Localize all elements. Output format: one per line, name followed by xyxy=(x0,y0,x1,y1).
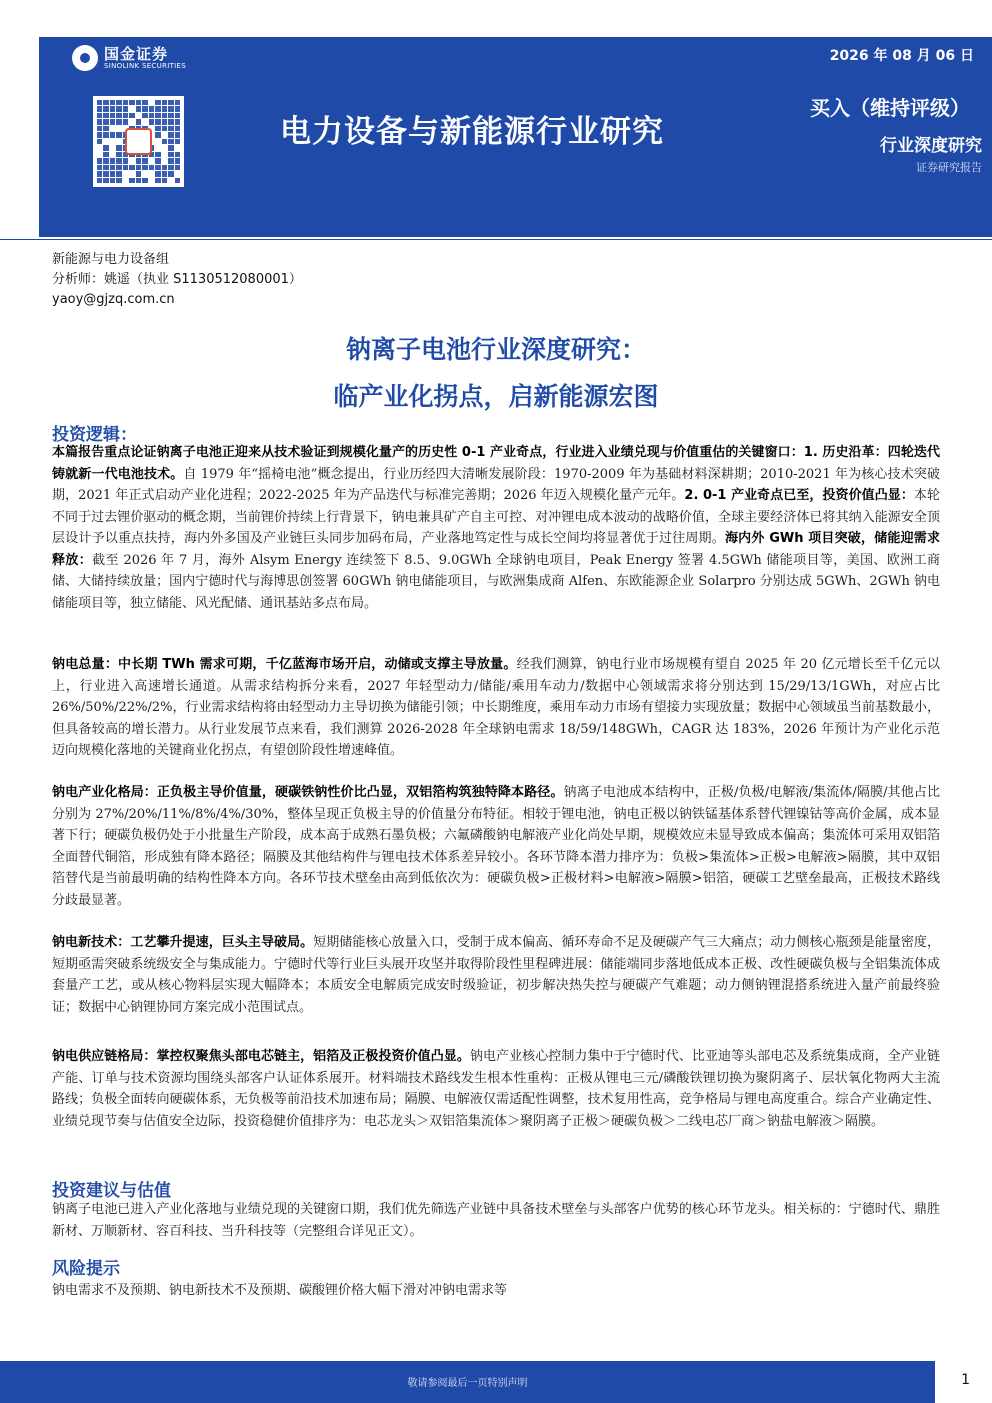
footer-disclaimer: 敬请参阅最后一页特别声明 xyxy=(407,1378,528,1389)
para-lead: 本篇报告重点论证钠离子电池正迎来从技术验证到规模化量产的历史性 0-1 产业奇点，行业进入业绩兑现与价值重估的关键窗口：1. 历史沿革：四轮迭代铸就新一代电池技术。 xyxy=(52,445,940,482)
para-lead: 海内外 GWh 项目突破，储能迎需求释放： xyxy=(52,531,940,568)
company-logo xyxy=(72,45,186,71)
section-heading-advice: 投资建议与估值 xyxy=(52,1181,171,1201)
para-body: 钠离子电池成本结构中，正极/负极/电解液/集流体/隔膜/其他占比分别为 27%/20%/11%/8%/4%/30%，整体呈现正负极主导的价值量分布特征。相较于锂电池，钠电正极以钠铁锰基体系替代锂镍钴等高价金属，成本显著下行；硬碳负极仍处于小批量生产阶段，成本高于成熟石墨负极；六氟磷酸钠电解液产业化尚处早期，规模效应未显导致成本偏高；集流体可采用双铝箔全面替代铜箔，形成独有降本路径；隔膜及其他结构件与锂电技术体系差异较小。各环节降本潜力排序为：负极>集流体>正极>电解液>隔膜，其中双铝箔替代是当前最明确的结构性降本方向。各环节技术壁垒由高到低依次为：硬碳负极>正极材料>电解液>隔膜>铝箔，硬碳工艺壁垒最高，正极技术路线分歧最显著。 xyxy=(52,785,940,908)
para-lead: 钠电产业化格局：正负极主导价值量，硬碳铁钠性价比凸显，双铝箔构筑独特降本路径。 xyxy=(52,785,564,800)
page-number: 1 xyxy=(961,1372,970,1388)
para-body: 钠电产业核心控制力集中于宁德时代、比亚迪等头部电芯及系统集成商，全产业链产能、订单与技术资源均围绕头部客户认证体系展开。材料端技术路线发生根本性重构：正极从锂电三元/磷酸铁锂切换为聚阴离子、层状氧化物两大主流路线；负极全面转向硬碳体系，无负极等前沿技术加速布局；隔膜、电解液仅需适配性调整，技术复用性高，竞争格局与锂电高度重合。综合产业确定性、业绩兑现节奏与估值安全边际，投资稳健价值排序为：电芯龙头＞双铝箔集流体＞聚阴离子正极＞硬碳负极＞二线电芯厂商＞钠盐电解液＞隔膜。 xyxy=(52,1049,940,1129)
paragraph-total-demand xyxy=(52,654,940,762)
research-group: 新能源与电力设备组 xyxy=(52,252,170,267)
rating-label: 买入（维持评级） xyxy=(810,96,970,120)
industry-title: 电力设备与新能源行业研究 xyxy=(280,114,664,150)
paragraph-industry-structure xyxy=(52,782,940,911)
logo-cn: 国金证券 xyxy=(104,44,169,63)
report-type: 行业深度研究 xyxy=(880,136,982,156)
paragraph-history xyxy=(52,442,940,614)
section-heading-logic: 投资逻辑： xyxy=(52,425,137,445)
para-body: 自 1979 年“摇椅电池”概念提出，行业历经四大清晰发展阶段：1970-2009 年为基础材料深耕期；2010-2021 年为核心技术突破期，2021 年正式启动产业化进程；2022-2025 年为产品迭代与标准完善期；2026 年迈入规模化量产元年。 xyxy=(52,466,940,503)
section-heading-risk: 风险提示 xyxy=(52,1259,120,1279)
para-body: 本轮不同于过去锂价驱动的概念期，当前锂价持续上行背景下，钠电兼具矿产自主可控、对冲锂电成本波动的战略价值，全球主要经济体已将其纳入能源安全顶层设计予以重点扶持，海内外多国及产业链巨头同步加码布局，产业落地笃定性与成长空间均将显著优于过往周期。 xyxy=(52,488,940,546)
para-body: 短期储能核心放量入口，受制于成本偏高、循环寿命不足及硬碳产气三大痛点；动力侧核心瓶颈是能量密度，短期亟需突破系统级安全与集成能力。宁德时代等行业巨头展开攻坚并取得阶段性里程碑进展：储能端同步落地低成本正极、改性硬碳负极与全铝集流体成套量产工艺，或从核心物料层实现大幅降本；本质安全电解质完成安时级验证，初步解决热失控与硬碳产气难题；动力侧钠锂混搭系统进入量产前最终验证；数据中心钠锂协同方案完成小范围试点。 xyxy=(52,935,940,1015)
logo-en: SINOLINK SECURITIES xyxy=(104,61,186,70)
paragraph-new-tech xyxy=(52,932,940,1018)
para-lead: 2. 0-1 产业奇点已至，投资价值凸显： xyxy=(684,488,914,503)
report-date: 2026 年 08 月 06 日 xyxy=(829,48,974,64)
paragraph-risk: 钠电需求不及预期、钠电新技术不及预期、碳酸锂价格大幅下滑对冲钠电需求等 xyxy=(52,1283,508,1298)
analyst-name: 分析师：姚遥（执业 S1130512080001） xyxy=(52,272,302,287)
main-title-line2: 临产业化拐点，启新能源宏图 xyxy=(333,382,659,411)
divider xyxy=(0,239,992,240)
para-body: 截至 2026 年 7 月，海外 Alsym Energy 连续签下 8.5、9.0GWh 全球钠电项目，Peak Energy 签署 4.5GWh 储能项目等，美国、欧洲工商储、大储持续放量；国内宁德时代与海博思创签署 60GWh 钠电储能项目，与欧洲集成商 Alfen、东欧能源企业 Solarpro 分别达成 5GWh、2GWh 钠电储能项目等，独立储能、风光配储、通讯基站多点布局。 xyxy=(52,552,940,611)
qr-center-logo xyxy=(125,128,152,155)
para-body: 经我们测算，钠电行业市场规模有望自 2025 年 20 亿元增长至千亿元以上，行业进入高速增长通道。从需求结构拆分来看，2027 年轻型动力/储能/乘用车动力/数据中心领域需求将分别达到 15/29/13/1GWh，对应占比 26%/50%/22%/2%，行业需求结构将由轻型动力主导切换为储能引领；中长期维度，乘用车动力市场有望接力实现放量；数据中心领域虽当前基数最小，但具备较高的增长潜力。从行业发展节点来看，我们测算 2026-2028 年全球钠电需求 18/59/148GWh，CAGR 达 183%，2026 年预计为产业化示范迈向规模化落地的关键商业化拐点，有望创阶段性增速峰值。 xyxy=(52,657,941,758)
paragraph-supply-chain xyxy=(52,1046,940,1132)
para-lead: 钠电供应链格局：掌控权聚焦头部电芯链主，铝箔及正极投资价值凸显。 xyxy=(52,1049,470,1064)
paragraph-advice: 钠离子电池已进入产业化落地与业绩兑现的关键窗口期，我们优先筛选产业链中具备技术壁垒与头部客户优势的核心环节龙头。相关标的：宁德时代、鼎胜新材、万顺新材、容百科技、当升科技等（完整组合详见正文）。 xyxy=(52,1202,940,1239)
analyst-info xyxy=(52,250,302,310)
logo-icon xyxy=(72,45,98,71)
analyst-email: yaoy@gjzq.com.cn xyxy=(52,292,175,307)
report-kind: 证券研究报告 xyxy=(916,161,982,174)
qr-code-icon xyxy=(93,96,184,187)
para-lead: 钠电总量：中长期 TWh 需求可期，千亿蓝海市场开启，动储或支撑主导放量。 xyxy=(52,657,517,672)
para-lead: 钠电新技术：工艺攀升提速，巨头主导破局。 xyxy=(52,935,314,950)
main-title-line1: 钠离子电池行业深度研究： xyxy=(345,335,646,364)
